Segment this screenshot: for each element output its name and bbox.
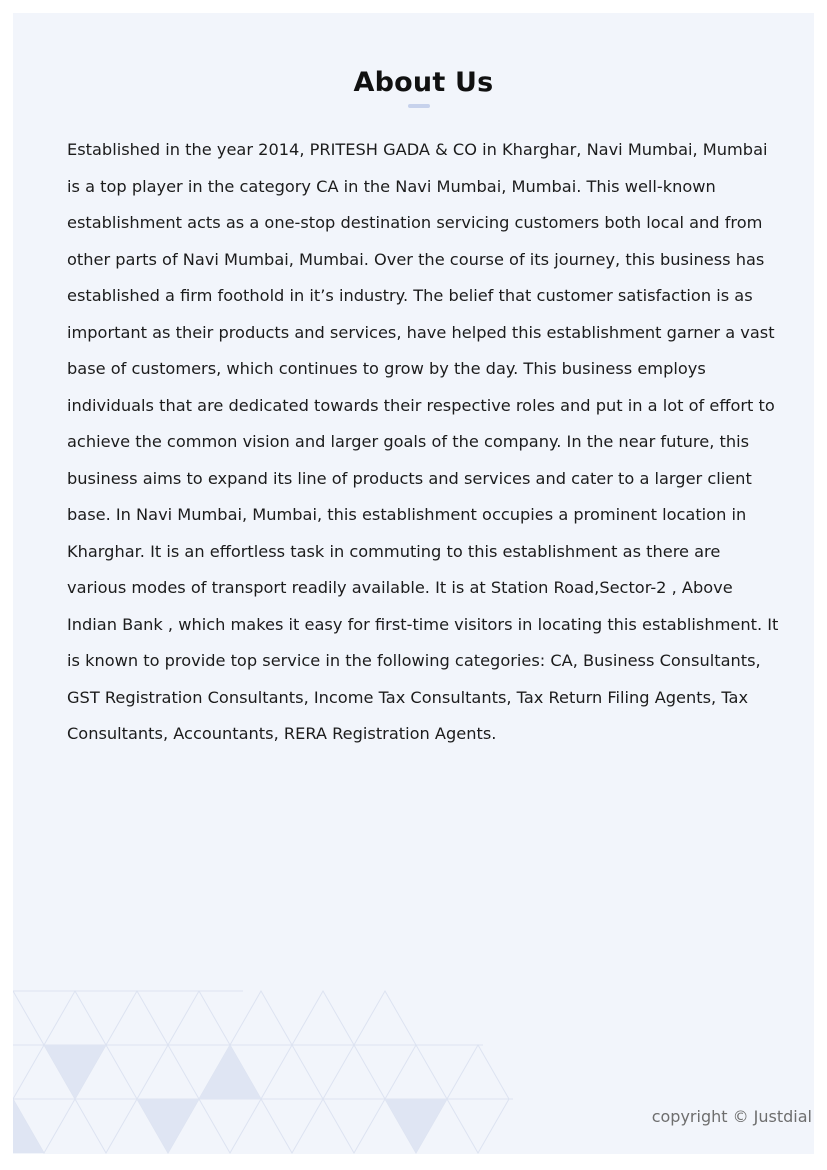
about-paragraph: Established in the year 2014, PRITESH GADA & CO in Kharghar, Navi Mumbai, Mumbai is a top player in the category CA in the Navi Mumbai, Mumbai. This well-known establishment acts as a one-stop destination servicing customers both local and from other parts of Navi Mumbai, Mumbai. Over the course of its journey, this business has established a firm foothold in it’s industry. The belief that customer satisfaction is as important as their products and services, have helped this establishment garner a vast base of customers, which continues to grow by the day. This business employs individuals that are dedicated towards their respective roles and put in a lot of effort to achieve the common vision and larger goals of the company. In the near future, this business aims to expand its line of products and services and cater to a larger client base. In Navi Mumbai, Mumbai, this establishment occupies a prominent location in Kharghar. It is an effortless task in commuting to this establishment as there are various modes of transport readily available. It is at Station Road,Sector-2 , Above Indian Bank , which makes it easy for first-time visitors in locating this establishment. It is known to provide top service in the following categories: CA, Business Consultants, GST Registration Consultants, Income Tax Consultants, Tax Return Filing Agents, Tax Consultants, Accountants, RERA Registration Agents. — [67, 140, 779, 743]
page-title: About Us — [353, 67, 494, 98]
title-underline — [408, 104, 430, 108]
copyright-text: copyright © Justdial — [651, 1107, 812, 1126]
document-page — [13, 13, 814, 1154]
triangle-pattern-decoration — [13, 989, 533, 1154]
